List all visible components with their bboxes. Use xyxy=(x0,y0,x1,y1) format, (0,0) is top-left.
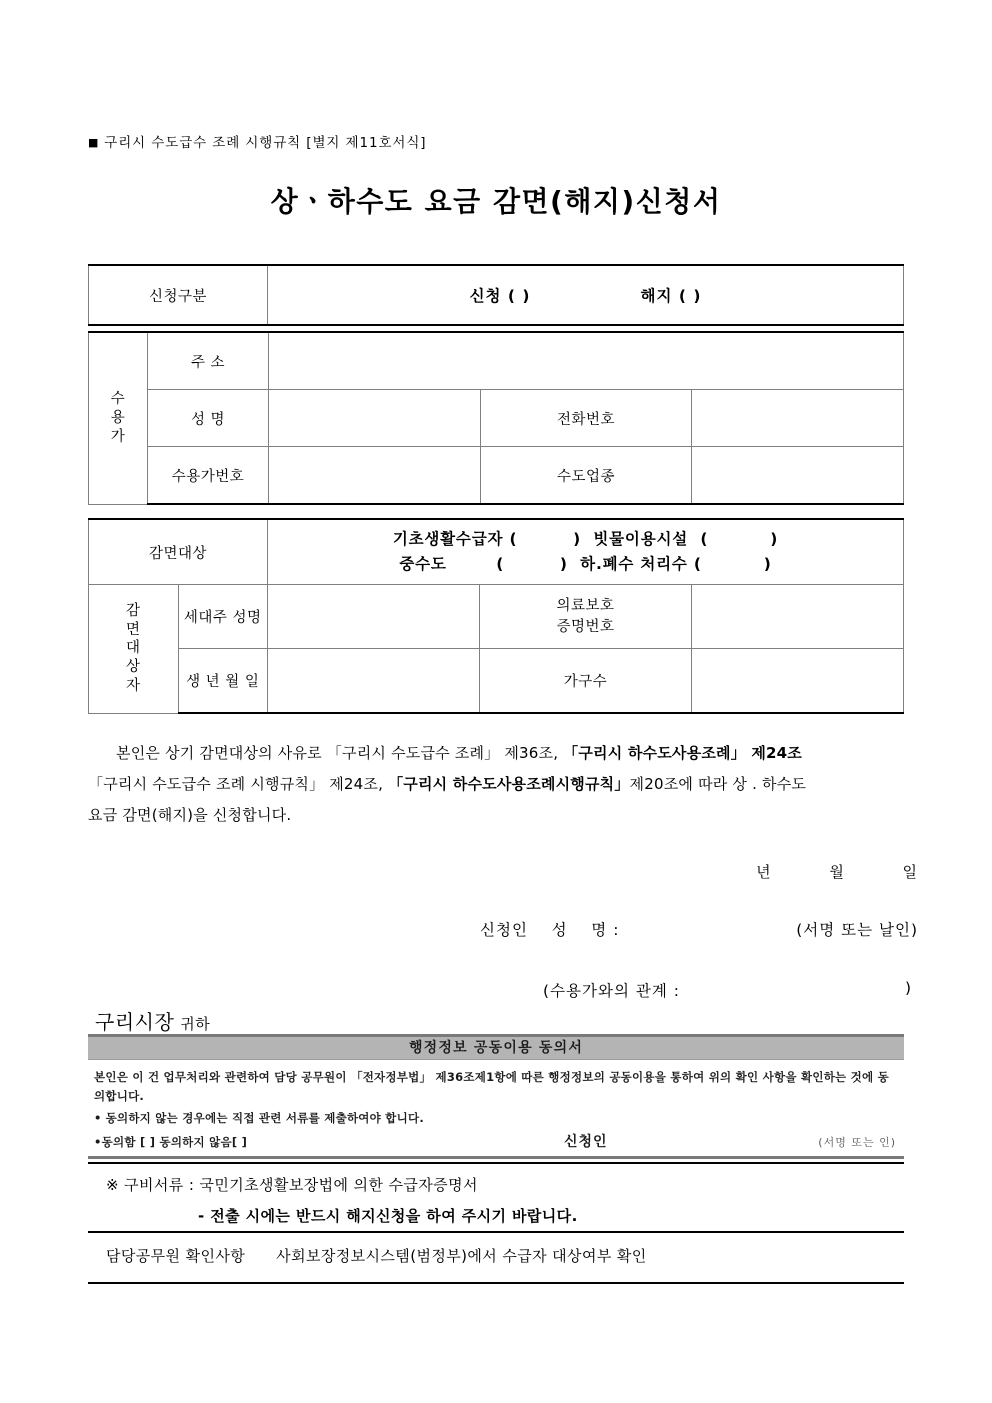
form-code-text: 구리시 수도급수 조례 시행규칙 [별지 제11호서식] xyxy=(104,135,427,151)
name-label: 성 명 xyxy=(148,390,269,447)
applicant-name-label[interactable]: 신청인 성 명 : xyxy=(480,921,620,939)
required-documents-note xyxy=(88,1162,904,1226)
consent-seal-note: (서명 또는 인) xyxy=(818,1135,896,1149)
bullet-dot-icon: • xyxy=(94,1111,102,1126)
officer-check-note: 담당공무원 확인사항 사회보장정보시스템(범정부)에서 수급자 대상여부 확인 xyxy=(88,1231,904,1266)
consent-sign-row xyxy=(94,1133,898,1151)
consumer-info-table xyxy=(88,331,904,505)
apply-type-options-cell xyxy=(268,265,904,325)
form-code-note xyxy=(88,131,426,151)
reduction-target-options-cell xyxy=(268,519,904,585)
table-row xyxy=(89,332,904,390)
declaration-line-2 xyxy=(88,769,918,800)
square-bullet-icon: ■ xyxy=(88,136,100,149)
option-apply[interactable]: 신청 ( ) xyxy=(469,287,531,305)
reduction-option-line-1[interactable]: 기초생활수급자 ( ) 빗물이용시설 ( ) xyxy=(392,530,779,549)
bullet-dot-icon-2: • xyxy=(94,1134,102,1149)
birth-date-label: 생 년 월 일 xyxy=(178,649,268,714)
reduction-target-label: 감면대상 xyxy=(89,519,268,585)
medical-care-number-label-line2: 증명번호 xyxy=(556,618,615,635)
table-row xyxy=(89,519,904,585)
phone-label: 전화번호 xyxy=(480,390,692,447)
declaration-line-2c: 제20조에 따라 상 . 하수도 xyxy=(629,775,807,794)
consent-box xyxy=(88,1034,904,1159)
household-head-name-label: 세대주 성명 xyxy=(178,585,268,649)
moveout-notice-text: - 전출 시에는 반드시 해지신청을 하여 주시기 바랍니다. xyxy=(198,1207,578,1225)
consent-bullet-list xyxy=(94,1109,898,1151)
declaration-paragraph xyxy=(88,738,918,832)
declaration-line-3: 요금 감면(해지)을 신청합니다. xyxy=(88,806,292,825)
apply-type-label: 신청구분 xyxy=(89,265,268,325)
option-cancel[interactable]: 해지 ( ) xyxy=(640,287,702,305)
consent-bullet-2-text[interactable]: 동의함 [ ] 동의하지 않음[ ] xyxy=(101,1134,248,1149)
table-row xyxy=(89,585,904,649)
consent-heading: 행정정보 공동이용 동의서 xyxy=(88,1037,904,1060)
addressee-line xyxy=(95,1006,210,1035)
bottom-divider xyxy=(88,1282,904,1284)
reduction-person-section-label-text: 감 면 대 상 자 xyxy=(125,603,141,694)
applicant-signature-line xyxy=(88,918,918,990)
table-row xyxy=(89,390,904,447)
declaration-line-1b: 「구리시 하수도사용조례」 제24조 xyxy=(563,744,802,762)
reduction-target-table xyxy=(88,518,904,714)
addressee-suffix: 귀하 xyxy=(180,1015,211,1033)
date-line[interactable]: 년 월 일 xyxy=(756,863,918,881)
declaration-line-1a: 본인은 상기 감면대상의 사유로 「구리시 수도급수 조례」 제36조, xyxy=(116,744,564,762)
declaration-line-1 xyxy=(88,738,918,769)
consent-bullet-1-text: 동의하지 않는 경우에는 직접 관련 서류를 제출하여야 합니다. xyxy=(105,1111,424,1126)
declaration-line-2b: 「구리시 하수도사용조례시행규칙」 xyxy=(388,775,630,794)
household-head-name-value[interactable] xyxy=(268,585,480,649)
consent-applicant-label: 신청인 xyxy=(564,1133,608,1150)
relation-close-paren: ) xyxy=(904,979,912,997)
page-title: 상ㆍ하수도 요금 감면(해지)신청서 xyxy=(270,185,722,218)
phone-value[interactable] xyxy=(692,390,904,447)
consent-bullet-1 xyxy=(94,1109,898,1128)
table-row xyxy=(89,265,904,325)
addressee-main: 구리시장 xyxy=(95,1010,175,1034)
reduction-person-section-label xyxy=(89,585,179,714)
address-label: 주 소 xyxy=(148,332,269,390)
consent-body xyxy=(88,1060,904,1156)
consent-paragraph: 본인은 이 건 업무처리와 관련하여 담당 공무원이 「전자정부법」 제36조제1항에 따른 행정정보의 공동이용을 통하여 위의 확인 사항을 확인하는 것에 동의합니다. xyxy=(94,1070,889,1103)
relation-label[interactable]: (수용가와의 관계 : xyxy=(543,982,680,1000)
consent-bullet-2[interactable] xyxy=(94,1133,247,1152)
water-business-type-value[interactable] xyxy=(692,447,904,505)
household-count-value[interactable] xyxy=(692,649,904,714)
medical-care-number-value[interactable] xyxy=(692,585,904,649)
table-row xyxy=(89,649,904,714)
consumer-number-label: 수용가번호 xyxy=(148,447,269,505)
application-type-table xyxy=(88,264,904,326)
declaration-line-2a: 「구리시 수도급수 조례 시행규칙」 제24조, xyxy=(88,775,389,794)
table-row xyxy=(89,447,904,505)
birth-date-value[interactable] xyxy=(268,649,480,714)
consumer-section-label xyxy=(89,332,148,504)
household-count-label: 가구수 xyxy=(480,649,692,714)
consumer-section-label-text: 수 용 가 xyxy=(110,391,126,445)
water-business-type-label: 수도업종 xyxy=(480,447,692,505)
applicant-seal-note: (서명 또는 날인) xyxy=(796,921,918,939)
name-value[interactable] xyxy=(269,390,481,447)
medical-care-number-label xyxy=(480,585,692,649)
required-documents-text: ※ 구비서류 : 국민기초생활보장법에 의한 수급자증명서 xyxy=(106,1176,478,1194)
reduction-option-line-2[interactable]: 중수도 ( ) 하.폐수 처리수 ( ) xyxy=(399,555,772,573)
medical-care-number-label-line1: 의료보호 xyxy=(556,598,615,615)
consumer-number-value[interactable] xyxy=(269,447,481,505)
address-value[interactable] xyxy=(269,332,904,390)
